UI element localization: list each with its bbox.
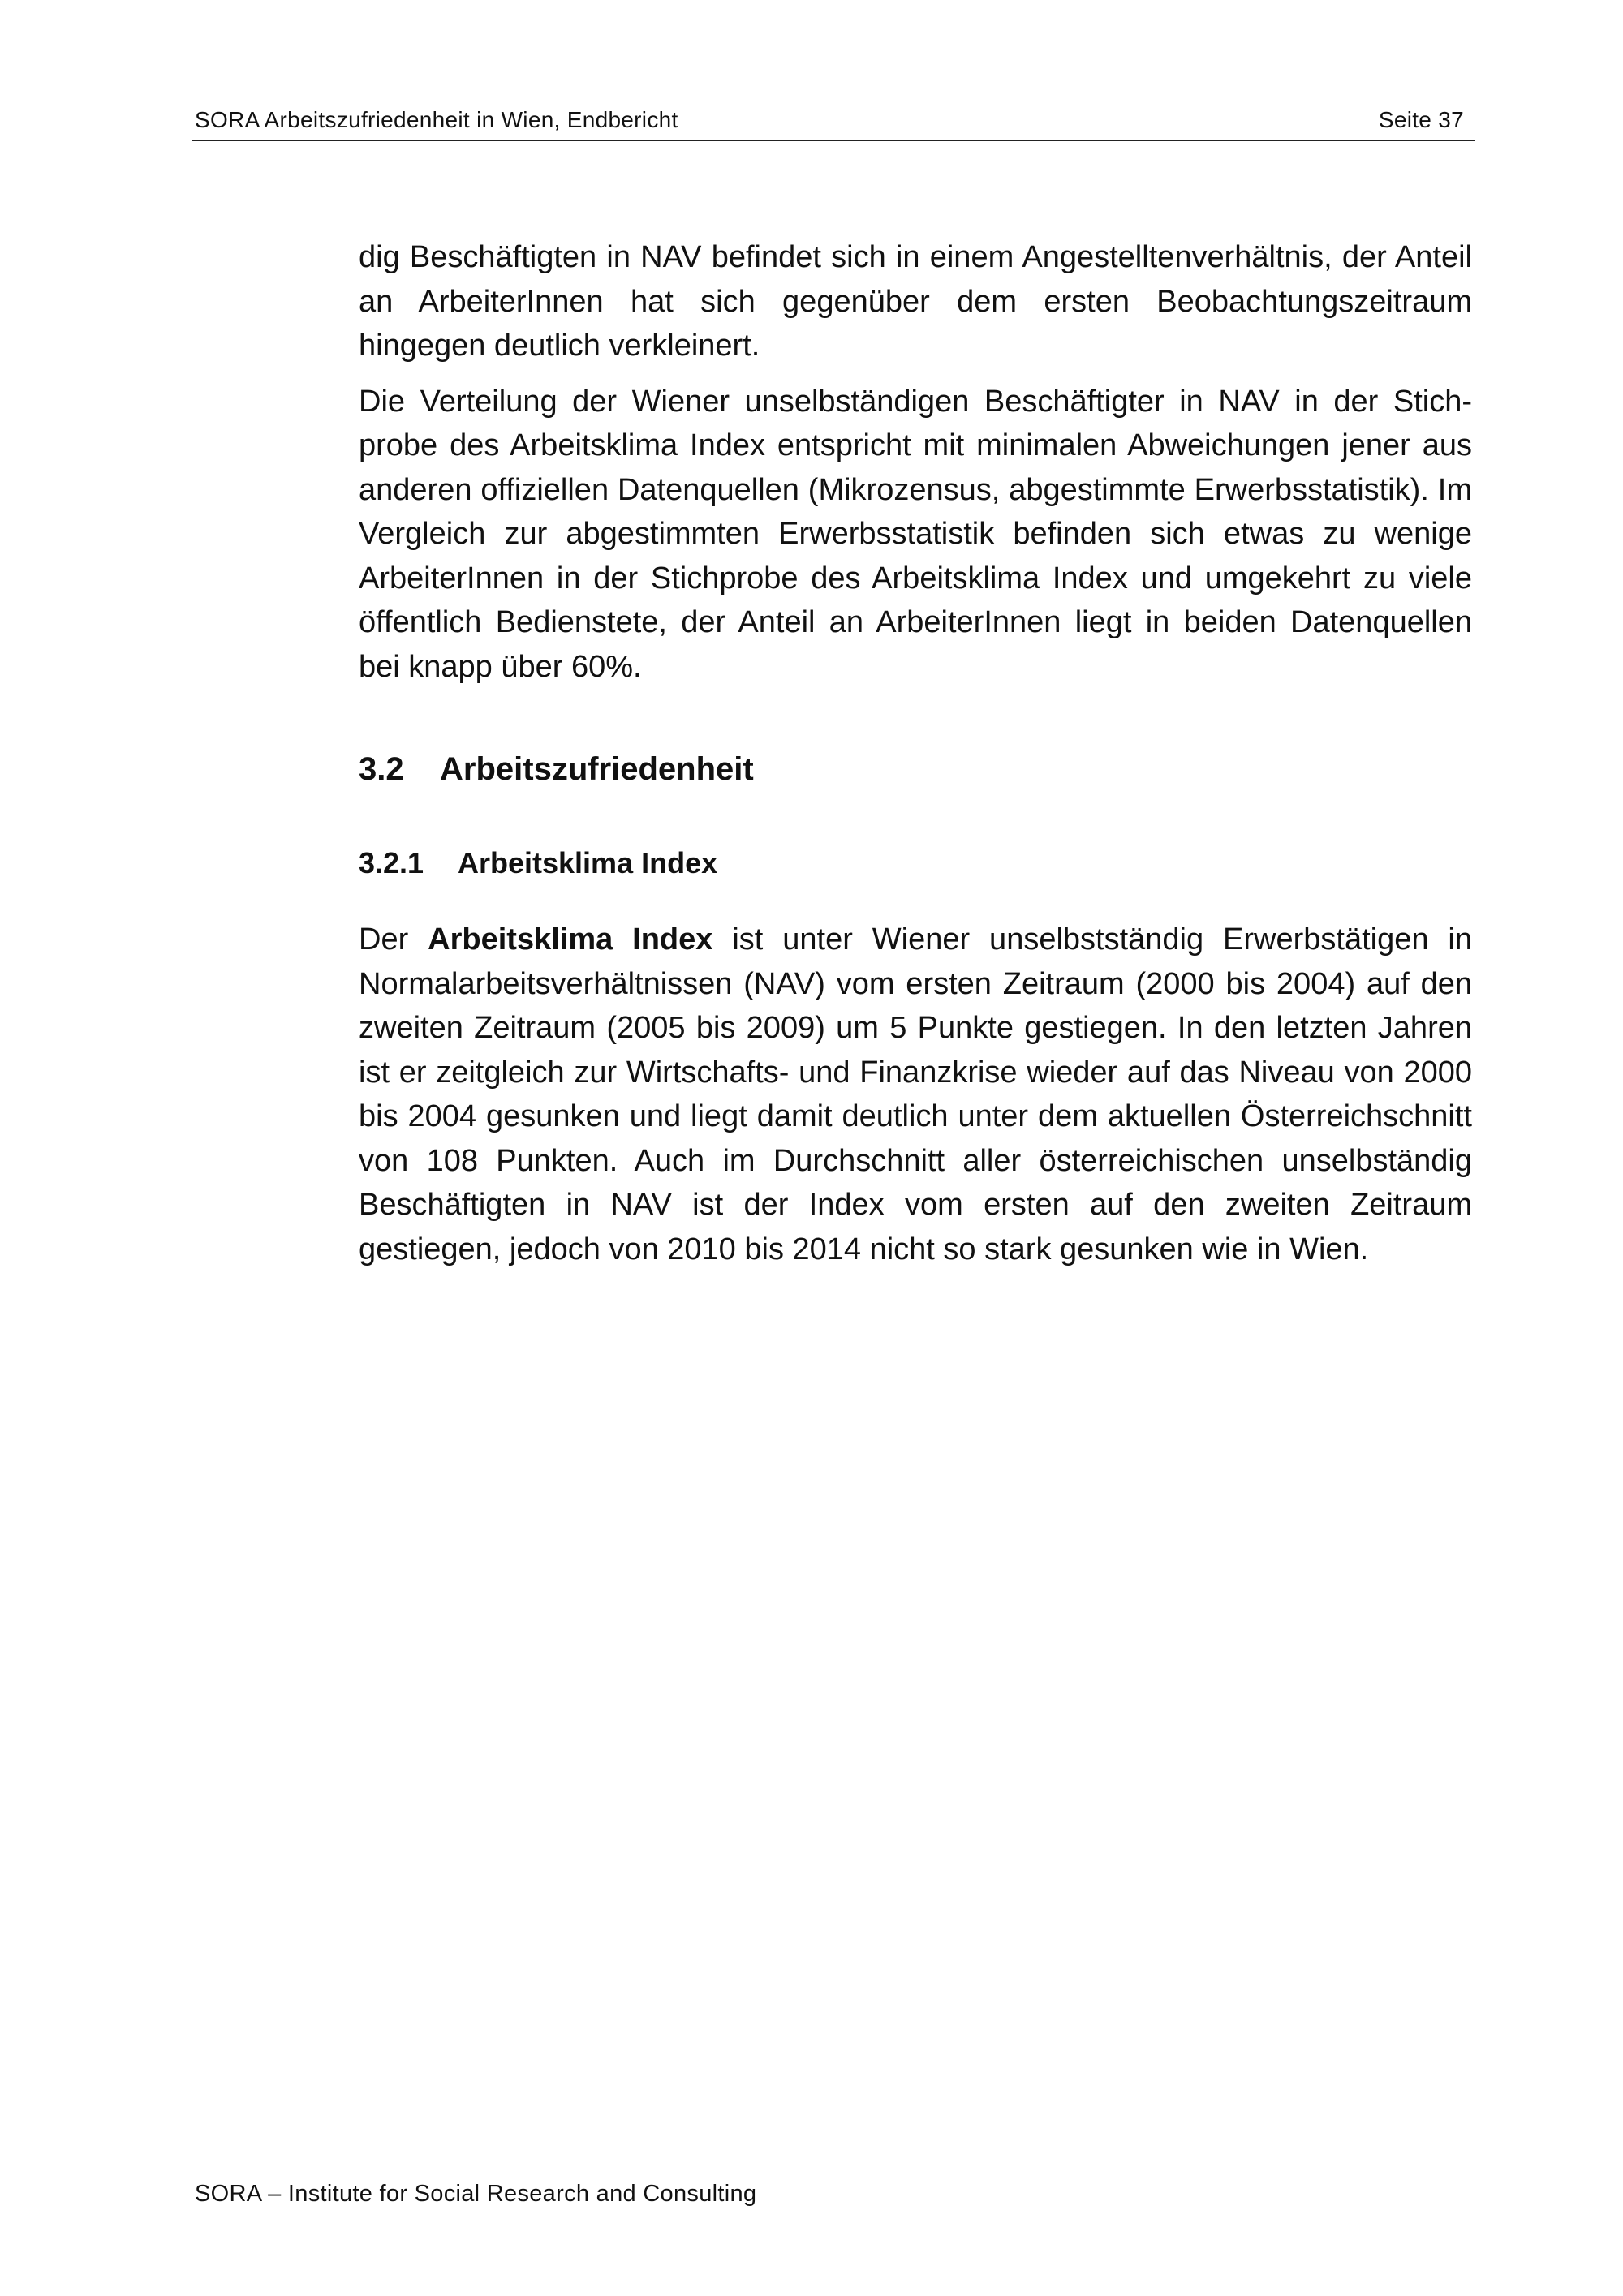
page-footer: SORA – Institute for Social Research and Consulting <box>195 2181 757 2207</box>
main-content <box>359 235 1472 1271</box>
section-title: Arbeitszufriedenheit <box>440 751 754 787</box>
subsection-title: Arbeitsklima Index <box>458 846 718 879</box>
page-header <box>192 104 1475 141</box>
header-title: SORA Arbeitszufriedenheit in Wien, Endbericht <box>195 107 678 132</box>
paragraph-distribution: Die Verteilung der Wiener unselbständigen Beschäftigter in NAV in der Stichprobe des Arbeitsklima Index entspricht mit minimalen Abweichungen jener aus anderen offiziellen Datenquellen (Mikrozensus, abgestimmte Erwerbsstatistik). Im Vergleich zur abgestimmten Erwerbsstatistik befinden sich etwas zu wenige ArbeiterInnen in der Stichprobe des Arbeitsklima Index und umgekehrt zu viele öffentlich Bedienstete, der Anteil an ArbeiterInnen liegt in beiden Datenquellen bei knapp über 60%. <box>359 384 1472 684</box>
section-number: 3.2 <box>359 751 404 787</box>
paragraph-rest: ist unter Wiener unselbstständig Erwerbstätigen in Normalarbeitsverhältnissen (NAV) vom ersten Zeitraum (2000 bis 2004) auf den zweiten Zeitraum (2005 bis 2009) um 5 Punkte gestiegen. In den letzten Jahren ist er zeitgleich zur Wirtschafts- und Finanzkrise wieder auf das Niveau von 2000 bis 2004 gesunken und liegt damit deutlich unter dem aktuellen Österreichschnitt von 108 Punkten. Auch im Durchschnitt aller österreichischen unselbständig Beschäftigten in NAV ist der Index vom ersten auf den zweiten Zeitraum gestiegen, jedoch von 2010 bis 2014 nicht so stark gesunken wie in Wien. <box>359 922 1472 1266</box>
subsection-number: 3.2.1 <box>359 846 424 879</box>
paragraph-arbeitsklima-index <box>359 918 1472 1271</box>
page-number: Seite 37 <box>1378 107 1464 132</box>
paragraph-continuation: dig Beschäftigten in NAV befindet sich in einem Angestelltenverhältnis, der Anteil an ArbeiterInnen hat sich gegenüber dem ersten Beobachtungszeitraum hingegen deutlich verkleinert. <box>359 240 1472 363</box>
paragraph-lead: Der <box>359 922 428 957</box>
paragraph-bold-term: Arbeitsklima Index <box>428 922 713 957</box>
section-heading <box>359 747 1472 791</box>
subsection-heading <box>359 843 1472 884</box>
